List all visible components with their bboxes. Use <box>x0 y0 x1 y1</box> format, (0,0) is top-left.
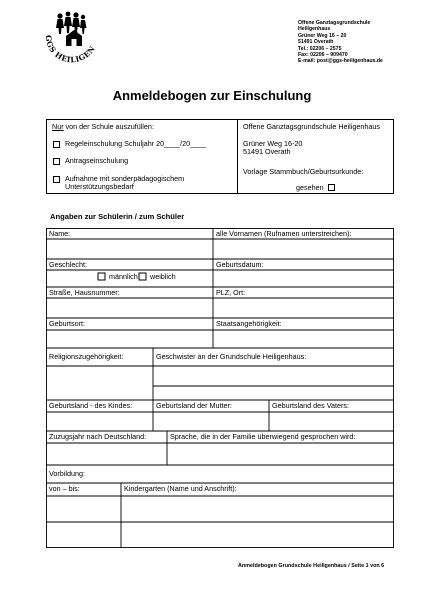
address-line: E-mail: post@ggs-heiligenhaus.de <box>298 58 383 65</box>
certificate-label: Vorlage Stammbuch/Geburtsurkunde: <box>243 167 364 176</box>
school-name: Offene Ganztagsgrundschule Heiligenhaus <box>243 122 380 131</box>
school-use-heading-text: von der Schule auszufüllen: <box>63 122 154 131</box>
address-line: Grüner Weg 16 – 20 <box>298 32 347 39</box>
label-birth-country-father: Geburtsland des Vaters: <box>272 401 349 410</box>
school-address-block <box>298 20 418 65</box>
address-line: Fax: 02206 – 909470 <box>298 52 348 59</box>
page-footer: Anmeldebogen Grundschule Heiligenhaus / Seite 1 von 6 <box>238 563 385 569</box>
label-street: Straße, Hausnummer: <box>49 288 120 297</box>
label-previous-care: Vorbildung: <box>49 469 85 478</box>
address-line: 51491 Overath <box>298 39 334 46</box>
address-line: Heiligenhaus <box>298 26 331 33</box>
page-title: Anmeldebogen zur Einschulung <box>112 88 312 103</box>
school-street: Grüner Weg 16-20 <box>243 139 303 148</box>
label-birth-date: Geburtsdatum: <box>216 260 264 269</box>
label-gender: Geschlecht: <box>49 260 87 269</box>
checkbox-female[interactable] <box>139 273 146 280</box>
seen-label: gesehen <box>296 183 324 192</box>
school-use-heading <box>52 123 154 132</box>
section-heading: Angaben zur Schülerin / zum Schüler <box>50 212 185 221</box>
label-citizenship: Staatsangehörigkeit: <box>216 319 282 328</box>
label-zip-city: PLZ, Ort: <box>216 288 246 297</box>
logo-text: GGS HEILIGEN <box>43 34 97 65</box>
label-male: männlich <box>109 272 138 281</box>
checkbox-application-enrollment[interactable] <box>53 158 60 165</box>
label-from-to: von – bis: <box>49 484 80 493</box>
checkbox-certificate-seen[interactable] <box>328 184 335 191</box>
label-first-names: alle Vornamen (Rufnamen unterstreichen): <box>216 229 352 238</box>
label-female: weiblich <box>150 272 176 281</box>
school-logo-graphic <box>22 6 122 78</box>
school-city: 51491 Overath <box>243 147 291 156</box>
label-birth-country-mother: Geburtsland der Mutter: <box>156 401 232 410</box>
label-regular-enrollment: Regeleinschulung Schuljahr 20____/20____ <box>65 139 207 148</box>
label-religion: Religionszugehörigkeit: <box>49 352 124 361</box>
label-immigration-year: Zuzugsjahr nach Deutschland: <box>49 432 147 441</box>
label-name: Name: <box>49 229 71 238</box>
school-use-box-divider <box>237 120 238 193</box>
label-special-support-line1: Aufnahme mit sonderpädagogischem <box>65 174 185 183</box>
student-form-table <box>46 228 394 548</box>
label-application-enrollment: Antragseinschulung <box>65 156 129 165</box>
label-siblings: Geschwister an der Grundschule Heiligenhaus: <box>156 352 307 361</box>
school-logo <box>22 6 122 78</box>
form-grid-lines <box>46 228 394 548</box>
address-line: Tel.: 02206 – 2575 <box>298 45 342 52</box>
checkbox-male[interactable] <box>98 273 105 280</box>
address-line: Offene Ganztagsgrundschule <box>298 20 371 26</box>
label-birth-place: Geburtsort: <box>49 319 85 328</box>
checkbox-special-support[interactable] <box>53 176 60 183</box>
label-family-language: Sprache, die in der Familie überwiegend gesprochen wird: <box>170 432 356 441</box>
checkbox-regular-enrollment[interactable] <box>53 141 60 148</box>
label-kindergarten: Kindergarten (Name und Anschrift): <box>124 484 237 493</box>
label-special-support-line2: Unterstützungsbedarf <box>65 182 134 191</box>
school-use-box <box>46 119 394 194</box>
label-birth-country-child: Geburtsland - des Kindes: <box>49 401 133 410</box>
school-use-heading-underlined: Nur <box>52 122 64 131</box>
